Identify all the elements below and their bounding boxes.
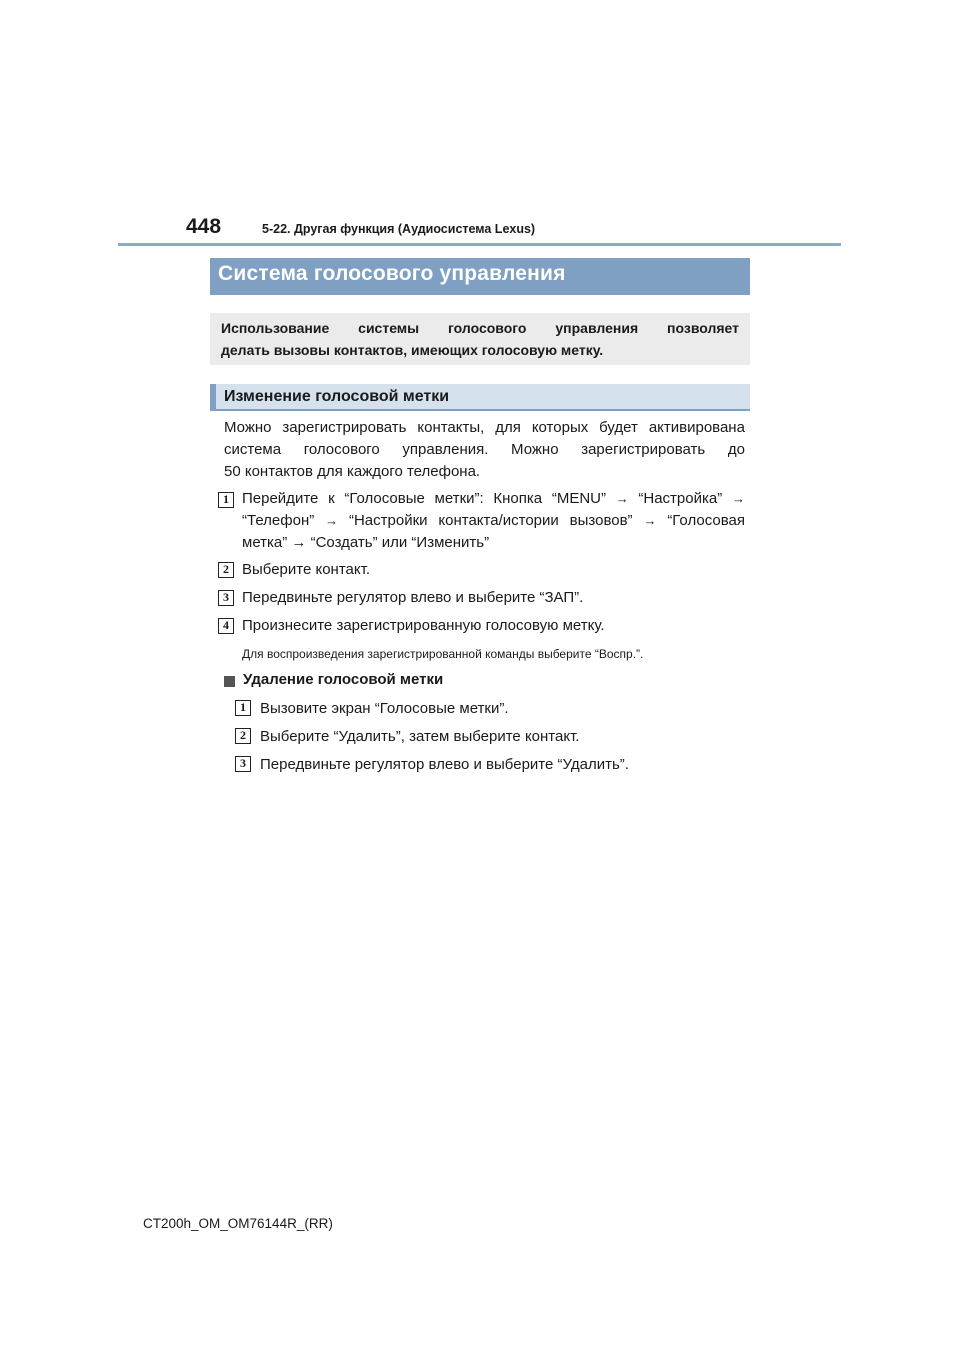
- step-3-text: Передвиньте регулятор влево и выберите “ЗАП”.: [242, 589, 584, 606]
- paragraph-word: система: [224, 441, 282, 458]
- arrow-right-icon: →: [615, 491, 629, 506]
- step-word: “Голосовые: [344, 490, 425, 507]
- step-number-badge: 3: [218, 590, 234, 606]
- arrow-right-icon: →: [325, 513, 339, 528]
- intro-word: позволяет: [667, 320, 739, 336]
- delete-step-2-text: Выберите “Удалить”, затем выберите контакт.: [260, 728, 580, 745]
- paragraph-word: контакты,: [417, 419, 485, 436]
- subsection-title: Изменение голосовой метки: [210, 384, 750, 411]
- paragraph-word: для: [495, 419, 521, 436]
- page-number: 448: [186, 215, 222, 238]
- step-word: к: [328, 490, 335, 507]
- header-rule: [118, 243, 841, 246]
- intro-line-2: делать вызовы контактов, имеющих голосовую метку.: [221, 342, 604, 358]
- paragraph-word: Можно: [224, 419, 272, 436]
- paragraph-word: которых: [531, 419, 589, 436]
- step-word: метки”:: [434, 490, 484, 507]
- document-code: CT200h_OM_OM76144R_(RR): [143, 1216, 333, 1231]
- intro-word: Использование: [221, 320, 330, 336]
- paragraph-line-3: 50 контактов для каждого телефона.: [224, 463, 481, 480]
- paragraph-word: зарегистрировать: [581, 441, 706, 458]
- step-word: “Голосовая: [667, 512, 745, 529]
- step-number-badge: 1: [235, 700, 251, 716]
- paragraph-word: до: [727, 441, 745, 458]
- step-word: контакта/истории: [438, 512, 559, 529]
- note-text: Для воспроизведения зарегистрированной команды выберите “Воспр.”.: [242, 647, 644, 661]
- step-1-line-2: [242, 510, 745, 532]
- step-number-badge: 4: [218, 618, 234, 634]
- step-1-line-1: [242, 488, 745, 510]
- paragraph-word: зарегистрировать: [282, 419, 407, 436]
- intro-word: управления: [555, 320, 639, 336]
- arrow-right-icon: →: [643, 513, 657, 528]
- step-word: “Настройки: [348, 512, 428, 529]
- step-2-text: Выберите контакт.: [242, 561, 370, 578]
- step-1-text: [242, 488, 745, 554]
- step-word: Перейдите: [242, 490, 319, 507]
- arrow-right-icon: →: [731, 491, 745, 506]
- delete-step-3-text: Передвиньте регулятор влево и выберите “Удалить”.: [260, 756, 629, 773]
- step-number-badge: 1: [218, 492, 234, 508]
- paragraph-word: Можно: [511, 441, 559, 458]
- intro-word: голосового: [448, 320, 527, 336]
- paragraph-word: голосового: [303, 441, 380, 458]
- paragraph-word: управления.: [402, 441, 489, 458]
- intro-box: [210, 313, 750, 365]
- step-word: “Настройка”: [638, 490, 723, 507]
- running-head: 5-22. Другая функция (Аудиосистема Lexus): [262, 222, 536, 236]
- description-paragraph: [224, 417, 745, 483]
- intro-word: системы: [358, 320, 420, 336]
- paragraph-word: активирована: [648, 419, 745, 436]
- step-4-text: Произнесите зарегистрированную голосовую метку.: [242, 617, 605, 634]
- intro-line-1: [221, 317, 739, 339]
- step-word: Кнопка: [493, 490, 543, 507]
- delete-step-1-text: Вызовите экран “Голосовые метки”.: [260, 700, 509, 717]
- step-word: “MENU”: [551, 490, 606, 507]
- step-1-line-3: метка” → “Создать” или “Изменить”: [242, 534, 490, 551]
- square-bullet-icon: [224, 676, 235, 687]
- step-number-badge: 2: [235, 728, 251, 744]
- step-number-badge: 3: [235, 756, 251, 772]
- step-word: “Телефон”: [242, 512, 315, 529]
- delete-heading: Удаление голосовой метки: [243, 671, 444, 688]
- paragraph-word: будет: [599, 419, 638, 436]
- paragraph-line-2: [224, 439, 745, 461]
- step-word: вызовов”: [569, 512, 633, 529]
- paragraph-line-1: [224, 417, 745, 439]
- step-number-badge: 2: [218, 562, 234, 578]
- section-title: Система голосового управления: [210, 258, 750, 295]
